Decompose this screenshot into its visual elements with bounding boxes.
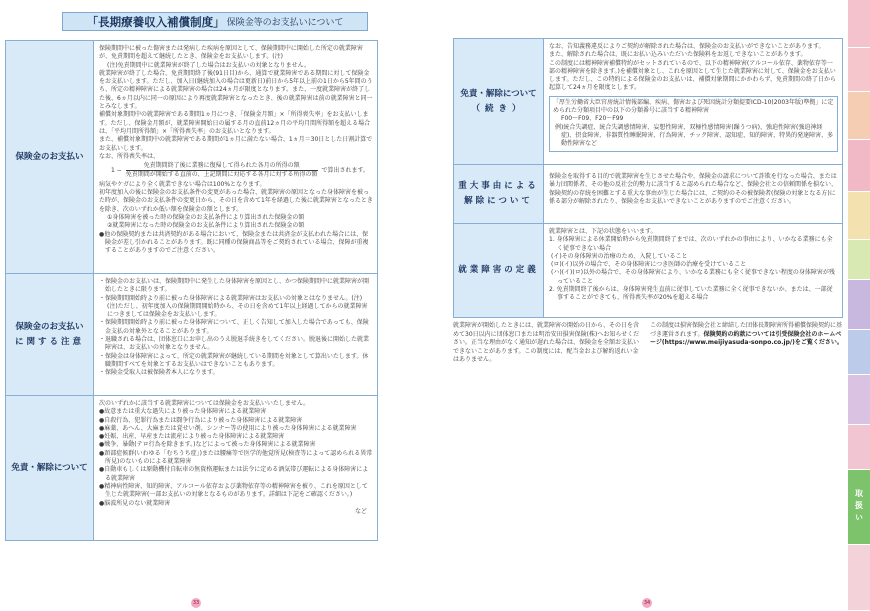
row-label (6, 41, 94, 273)
definition-item: 1. 身体障害による休業開始時から免責期間終了までは、次のいずれかの事由により、いかなる業務にも全く従事できない場合 (549, 236, 833, 252)
row-exclusions (6, 395, 377, 540)
side-tab (848, 48, 870, 92)
formula-lead: 1 − (111, 166, 122, 174)
label-payment-notes-line1: 保険金のお支払い (15, 321, 84, 332)
row-exclusions-continued (454, 39, 842, 164)
formula-tail: で算出されます。 (321, 166, 370, 174)
formula-numerator: 免責期間終了後に業務に復帰して得られた各月の所得の額 (126, 162, 318, 171)
paragraph: また、解除された場合は、既にお払い込みいただいた保険料をお返しできないことがあります。 (549, 51, 807, 59)
definition-intro: 就業障害とは、下記の状態をいいます。 (549, 228, 657, 235)
exclusion-item: ●戦争、暴動(テロ行為を除きます。)などによって被った身体障害による就業障害 (99, 441, 316, 449)
bullet-item: ●他の保険契約または共済契約がある場合において、保険金または共済金が支払われた場合には、保険金が差し引かれることがあります。既に同種の保険商品等をご契約されている場合、保障が重複することがありますのでご注意ください。 (99, 230, 369, 255)
plan-info-text: この制度は損害保険会社と締結した団体長期障害所得補償保険契約に基づき運営されます。 (650, 322, 843, 338)
definition-subitem: (ハ)(イ)(ロ)以外の場合で、その身体障害により、いかなる業務にも全く従事できない程度の身体障害が残っていること (551, 269, 835, 285)
side-tab (848, 425, 870, 470)
note-item: ・退職される場合は、団体窓口にお申し出のうえ脱退手続きをしてください。脱退後に開始した就業障害は、お支払いの対象となりません。 (99, 336, 370, 352)
exclusions-etc: など (354, 507, 367, 515)
row-label (6, 396, 94, 540)
exclusion-item: ●故意または重大な過失により被った身体障害による就業障害 (99, 408, 267, 416)
definition-subitem: (イ)その身体障害の治療のため、入院していること (551, 252, 688, 260)
income-loss-formula (99, 162, 373, 180)
right-info-table (453, 38, 843, 318)
page-number-left: 33 (192, 600, 200, 606)
side-index-tabs (848, 0, 870, 611)
plan-info-note (650, 322, 843, 348)
side-tab (848, 92, 870, 140)
label-disability-definition: 就業障害の定義 (458, 265, 539, 275)
note-item: ・保険金は身体障害によって、所定の就業障害が継続している期間を対象として算出いたします。休職期間すべてを対象とするお支払いはできないこともあります。 (99, 352, 369, 368)
option-item: ②就業障害になった時の保険金のお支払条件により算出された保険金の額 (107, 222, 305, 230)
exclusion-item: ●妊娠、出産、早産または流産により被った身体障害による就業障害 (99, 433, 285, 441)
note-item: ・保険金のお支払いは、保険期間中に発生した身体障害を原因とし、かつ保険期間中に就業障害が開始したときに限ります。 (99, 278, 370, 294)
mental-disorder-box (549, 96, 838, 152)
row-content (544, 165, 842, 223)
active-tab-label: 取扱い (854, 489, 864, 525)
side-tab (848, 140, 870, 192)
exclusion-item: ●精神病性障害、知的障害、アルコール依存および薬物依存等の精神障害を被り、これを原因として生じた就業障害(一部お支払いの対象となるものがあります。詳細は下記をご確認ください。) (99, 482, 368, 499)
box-examples: 例)統合失調症、統合失調感情障害、妄想性障害、双極性感情障害(躁うつ病)、強迫性障害(強迫神経症)、摂食障害、非器質性睡眠障害、行為障害、チック障害、認知症、知的障害、特異的発達障害、多動性障害など (555, 123, 834, 148)
side-tab (848, 375, 870, 425)
exclusion-item: ●自動車もしくは原動機付自転車の無資格運転または法令に定める酒気帯び運転による身体障害による就業障害 (99, 466, 369, 482)
header-title: 「長期療養収入補償制度」 (86, 14, 225, 29)
exclusion-item: ●自殺行為、犯罪行為または闘争行為により被った身体障害による就業障害 (99, 416, 303, 424)
definition-subitem: (ロ)(イ)以外の場合で、その身体障害につき医師の治療を受けていること (551, 261, 747, 269)
note-item: ・保険期間開始時より前に被った身体障害による就業障害はお支払いの対象とはなりません。(注) (99, 294, 363, 302)
label-payment-notes-line2: に関する注意 (14, 336, 84, 347)
paragraph: なお、告知義務違反によりご契約が解除された場合は、保険金のお支払いができないことがあります。 (549, 43, 825, 50)
label-serious-cause-line2: 解除について (464, 196, 533, 206)
header-subtitle: 保険金等のお支払いについて (226, 18, 344, 28)
serious-cause-text: 保険金を取得する目的で就業障害を生じさせた場合や、保険金の請求について詐欺を行なった場合、または暴力団関係者、その他の反社会的勢力に該当すると認められた場合など、保険会社との信頼関係を損ない、保険契約の存続を困難とする重大な事由が生じた場合には、ご契約のその被保険者(保険の対象となる方)に係る部分が解除されたり、保険金をお支払いできないことがありますのでご注意ください。 (549, 173, 838, 205)
definition-item: 2. 免責期間終了後からは、身体障害発生直前に従事していた業務に全く従事できないか、または、一部従事することができても、所得喪失率が20%を超える場合 (549, 286, 833, 302)
box-codes: F00〜F09、F20〜F99 (561, 115, 624, 123)
paragraph: 病気やケガにより全く就業できない場合は100%となります。 (99, 180, 266, 188)
row-payment (6, 41, 377, 273)
row-content (544, 39, 842, 164)
note-item: ・保険期間開始時より前に被った身体障害について、正しく告知して加入した場合であっても、保険金支払の対象外となることがあります。 (99, 319, 369, 335)
side-tab (848, 192, 870, 240)
paragraph: なお、所得喪失率は、 (99, 152, 160, 160)
formula-denominator: 免責期間が開始する直前の、上記期間に対応する各月に対する所得の額 (125, 171, 318, 179)
paragraph: 補償対象期間中の就業障害である期間1ヵ月につき、「保険金月額」×「所得喪失率」をお支払いします。ただし、保険金月額が、就業障害開始日の属する月の直前12ヵ月の平均月間所得額を超える場合は、「平均月間所得額」×「所得喪失率」のお支払いとなります。 (99, 111, 371, 135)
paragraph: 初年度加入の後に保険金のお支払条件の変更があった場合、就業障害の原因となった身体障害を被った時が、保険金のお支払条件の変更日から、その日を含めて1年を経過した後に就業障害となったときを除き、次のいずれか低い額を保険金の額とします。 (99, 189, 373, 213)
row-content (94, 396, 377, 540)
row-content (94, 41, 377, 273)
paragraph: 就業障害が終了した場合、免責期間終了後(91日目)から、通算で就業障害である期間に対して保険金をお支払いします。ただし、加入日(継続加入の場合は更新日)前日から5年以上前の1日から5年間のうち、所定の精神障害による就業障害の場合は24ヵ月が限度となります。また、一度就業障害が終了した後、6ヵ月以内に同一の原因により再度就業障害となったとき、後の就業障害は前の就業障害と同一とみなします。 (99, 69, 373, 111)
label-exclusions-cont-line1: 免責・解除について (460, 88, 537, 99)
label-exclusions-cont-line2: （続き） (471, 103, 526, 114)
row-content (94, 274, 377, 395)
exclusion-item: ●麻薬、あへん、大麻または覚せい剤、シンナー等の使用により被った身体障害による就業障害 (99, 424, 357, 432)
note-item: ・保険金受取人は被保険者本人になります。 (99, 369, 219, 377)
exclusion-item: ●頚部症候群(いわゆる「むちうち症」)または腰痛等で医学的他覚所見(検査等によって認められる異常所見)のないものによる就業障害 (99, 449, 373, 466)
side-tab (848, 330, 870, 375)
page-number-right: 34 (643, 600, 651, 606)
paragraph: この制度には精神障害補償特約がセットされているので、以下の精神障害(アルコール依存、薬物依存等一部の精神障害を除きます。)を補償対象とし、これを原因として生じた就業障害に対して、保険金をお支払いします。ただし、この特約による保険金のお支払いは、補償対象期間にかかわらず、免責期間の終了日から起算して24ヵ月を限度とします。 (549, 59, 837, 92)
paragraph-note: (注)免責期間中に就業障害が終了した場合はお支払いの対象となりません。 (107, 61, 311, 69)
row-label (454, 165, 544, 223)
row-label (454, 224, 544, 317)
label-payment: 保険金のお支払い (15, 151, 84, 162)
box-text: 「厚生労働省大臣官房統計情報部編、疾病、傷害および死因統計分類提要ICD-10(2003年版)準拠」に定められた分類項目中の以下の分類番号に該当する精神障害 (553, 98, 834, 115)
label-exclusions: 免責・解除について (11, 462, 88, 473)
side-tab (848, 280, 870, 330)
page-header (62, 12, 368, 31)
side-tab (848, 545, 870, 611)
plan-info-bold: 保険契約の約款については引受保険会社のホームページ(https://www.meijiyasuda-sonpo.co.jp/)をご覧ください。 (650, 330, 843, 346)
option-item: ①身体障害を被った時の保険金のお支払条件により算出された保険金の額 (107, 213, 305, 221)
row-payment-notes (6, 273, 377, 395)
exclusion-item: ●脳波所見のない就業障害 (99, 499, 171, 507)
row-content (544, 224, 842, 317)
left-info-table (5, 40, 378, 541)
notification-note: 就業障害が開始したときには、就業障害の開始の日から、その日を含めて30日以内に団体窓口または明治安田損害保険(株)へお知らせください。正当な理由がなく通知が遅れた場合は、保険金を全額お支払いできないことがあります。この制度には、配当金および解約返れい金はありません。 (453, 322, 640, 363)
label-serious-cause-line1: 重大事由による (458, 181, 539, 191)
paragraph: また、補償対象期間中の就業障害である期間が1ヵ月に満たない場合、1ヵ月＝30日とした日割計算でお支払いします。 (99, 136, 373, 152)
note-item: (注)ただし、初年度加入の保険期間開始時から、その日を含めて1年以上経過してからの就業障害につきましては保険金をお支払いします。 (107, 302, 368, 319)
row-serious-cause (454, 164, 842, 223)
row-label (454, 39, 544, 164)
side-tab (848, 0, 870, 48)
side-tab (848, 240, 870, 280)
row-label (6, 274, 94, 395)
row-disability-definition (454, 223, 842, 317)
side-tab-active (848, 470, 870, 545)
paragraph: 保険期間中に被った傷害または発病した疾病を原因として、保険期間中に開始した所定の就業障害が、免責期間を超えて継続したとき、保険金をお支払いします。(注) (99, 45, 363, 61)
exclusions-intro: 次のいずれかに該当する就業障害については保険金をお支払いいたしません。 (99, 400, 310, 407)
formula-fraction (126, 162, 318, 180)
